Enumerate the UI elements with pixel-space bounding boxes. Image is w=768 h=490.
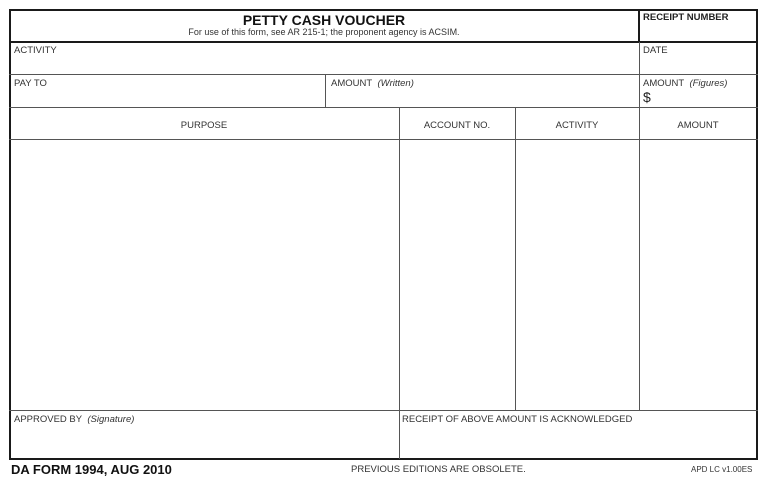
activity-label: ACTIVITY [14,45,57,56]
line-activity-field[interactable] [518,142,640,411]
column-header-purpose: PURPOSE [180,120,228,131]
receipt-number-label: RECEIPT NUMBER [643,12,729,23]
date-label: DATE [643,45,668,56]
amount-written-label: AMOUNT (Written) [331,78,414,89]
line-amount-field[interactable] [642,142,758,411]
form-title: PETTY CASH VOUCHER [242,12,406,28]
receipt-ack-signature-field[interactable] [402,428,758,458]
activity-field[interactable] [12,57,640,75]
column-header-account-no: ACCOUNT NO. [423,120,491,131]
receipt-ack-label: RECEIPT OF ABOVE AMOUNT IS ACKNOWLEDGED [402,414,633,425]
amount-written-field[interactable] [328,90,640,108]
editions-note: PREVIOUS EDITIONS ARE OBSOLETE. [351,464,526,475]
form-id: DA FORM 1994, AUG 2010 [11,462,172,477]
version-label: APD LC v1.00ES [691,465,753,474]
form-subtitle: For use of this form, see AR 215-1; the proponent agency is ACSIM. [188,27,460,37]
purpose-field[interactable] [12,142,400,411]
receipt-number-field[interactable] [642,24,758,42]
date-field[interactable] [642,57,758,75]
dollar-sign: $ [643,89,651,105]
approved-by-signature-field[interactable] [12,428,400,458]
account-no-field[interactable] [402,142,516,411]
pay-to-label: PAY TO [14,78,47,89]
amount-figures-field[interactable] [656,90,758,108]
pay-to-field[interactable] [12,90,326,108]
approved-by-label: APPROVED BY (Signature) [14,414,135,425]
column-header-activity: ACTIVITY [555,120,599,131]
amount-figures-label: AMOUNT (Figures) [643,78,728,89]
column-header-amount: AMOUNT [677,120,719,131]
divider [9,139,758,140]
